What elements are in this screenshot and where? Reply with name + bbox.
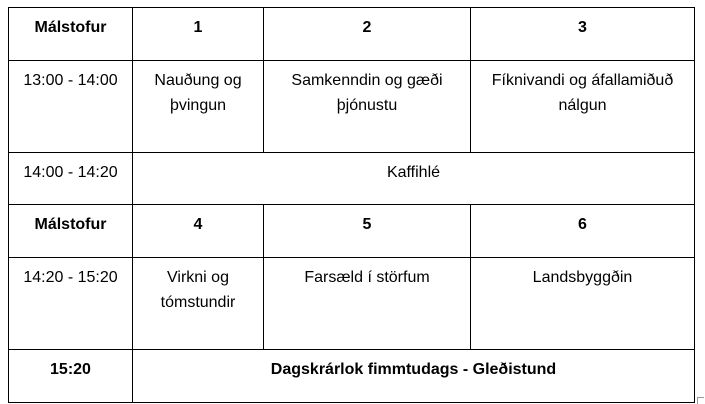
session-topic-cell: Fíknivandi og áfallamiðuð nálgun	[471, 61, 695, 153]
session-number-cell: 5	[264, 205, 471, 258]
coffee-break-cell: Kaffihlé	[133, 153, 695, 205]
session-number-cell: 3	[471, 8, 695, 61]
session-number-cell: 6	[471, 205, 695, 258]
schedule-table	[8, 7, 695, 403]
time-cell: 15:20	[9, 350, 133, 403]
table-row	[9, 61, 695, 153]
table-row	[9, 8, 695, 61]
time-cell: 14:00 - 14:20	[9, 153, 133, 205]
time-cell: 14:20 - 15:20	[9, 258, 133, 350]
session-number-cell: 2	[264, 8, 471, 61]
time-cell: 13:00 - 14:00	[9, 61, 133, 153]
table-row	[9, 350, 695, 403]
table-row	[9, 258, 695, 350]
session-number-cell: 1	[133, 8, 264, 61]
closing-cell: Dagskrárlok fimmtudags - Gleðistund	[133, 350, 695, 403]
session-topic-cell: Landsbyggðin	[471, 258, 695, 350]
session-topic-cell: Nauðung og þvingun	[133, 61, 264, 153]
session-topic-cell: Farsæld í störfum	[264, 258, 471, 350]
header-label-cell: Málstofur	[9, 8, 133, 61]
session-topic-cell: Virkni og tómstundir	[133, 258, 264, 350]
session-topic-cell: Samkenndin og gæði þjónustu	[264, 61, 471, 153]
header-label-cell: Málstofur	[9, 205, 133, 258]
session-number-cell: 4	[133, 205, 264, 258]
text-boundary-mark	[697, 397, 704, 404]
table-row	[9, 153, 695, 205]
table-row	[9, 205, 695, 258]
